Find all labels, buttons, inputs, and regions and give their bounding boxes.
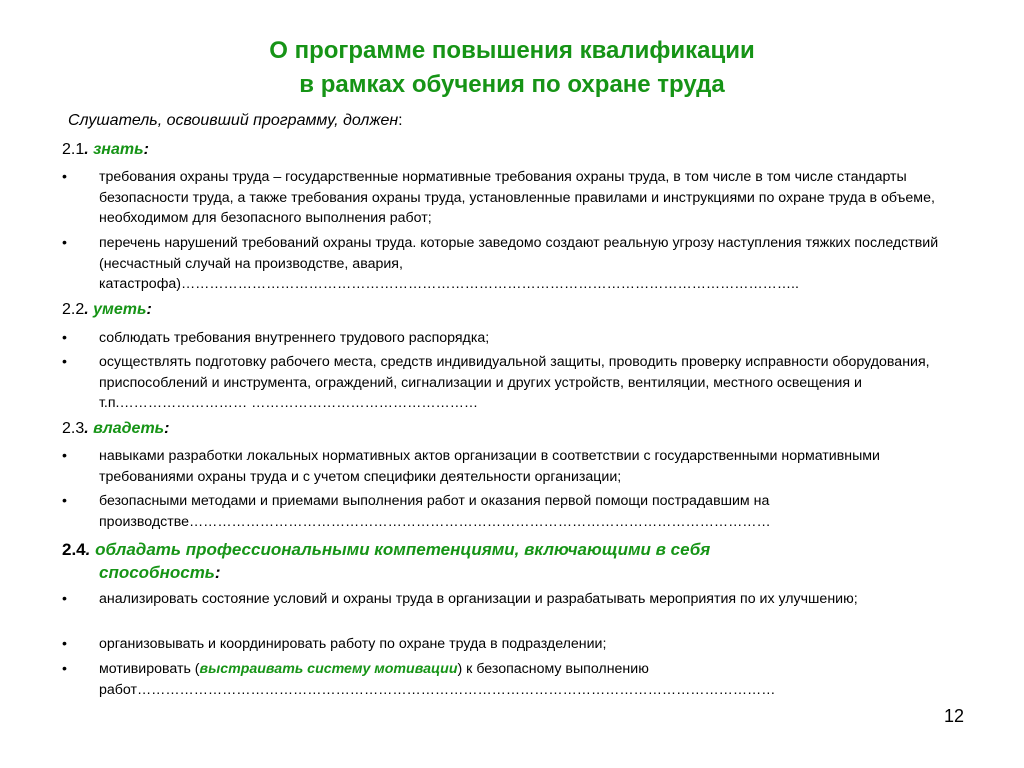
bullet-icon: •	[62, 591, 67, 607]
bullet-icon: •	[62, 448, 67, 464]
section-heading-possess: 2.4. обладать профессиональными компетенциями, включающими в себя способность:	[62, 540, 711, 582]
motivation-highlight: выстраивать систему мотивации	[199, 661, 458, 677]
keyword-possess: обладать профессиональными компетенциями, включающими в себя	[95, 540, 711, 559]
bullet-icon: •	[62, 330, 67, 346]
section-heading-master: 2.3. владеть:	[62, 420, 170, 437]
section-heading-able: 2.2. уметь:	[62, 301, 152, 318]
keyword-possess-cont: способность	[99, 563, 215, 582]
keyword-master: владеть	[93, 420, 165, 437]
bullet-icon: •	[62, 636, 67, 652]
list-item: • организовывать и координировать работу по охране труда в подразделении;	[62, 634, 954, 655]
keyword-able: уметь	[93, 301, 147, 318]
page-number: 12	[943, 706, 964, 726]
title-line-2: в рамках обучения по охране труда	[299, 71, 725, 98]
list-item: • требования охраны труда – государственные нормативные требования охраны труда, в том числе в том числе стандарты безопасности труда, а также требования охраны труда, установленные правилами и инструкциями по охране труда в объеме, необходимом для безопасного выполнения работ;	[62, 169, 935, 226]
list-item: • перечень нарушений требований охраны труда. которые заведомо создают реальную угрозу наступления тяжких последствий (несчастный случай на производстве, авария, катастрофа)…………………………………………………………………………………………………………………..	[62, 235, 939, 292]
list-item: • мотивировать (выстраивать систему мотивации) к безопасному выполнению работ………………………………………………………………………………………………………………………	[62, 661, 776, 698]
list-item: • навыками разработки локальных нормативных актов организации в соответствии с государственными нормативными требованиями охраны труда и с учетом специфики деятельности организации;	[62, 448, 880, 485]
list-item: • анализировать состояние условий и охраны труда в организации и разрабатывать мероприятия по их улучшению;	[62, 589, 954, 610]
intro-line	[68, 112, 403, 130]
bullet-icon: •	[62, 661, 67, 677]
intro-text: Слушатель, освоивший программу, должен	[68, 112, 399, 129]
title-line-1: О программе повышения квалификации	[269, 37, 755, 64]
list-item: • соблюдать требования внутреннего трудового распорядка;	[62, 328, 954, 349]
list-item: • безопасными методами и приемами выполнения работ и оказания первой помощи пострадавшим на производстве……………………………………………………………………………………………………………	[62, 493, 771, 530]
page-title	[0, 34, 1024, 102]
bullet-icon: •	[62, 354, 67, 370]
intro-colon: :	[398, 112, 403, 129]
bullet-icon: •	[62, 493, 67, 509]
bullet-icon: •	[62, 235, 67, 251]
keyword-know: знать	[93, 141, 144, 158]
list-item: • осуществлять подготовку рабочего места, средств индивидуальной защиты, проводить проверку исправности оборудования, приспособлений и инструмента, ограждений, сигнализации и других устройств, вентиляции, местного освещения и т.п.……………………… …………………………………………	[62, 354, 930, 411]
bullet-icon: •	[62, 169, 67, 185]
section-heading-know: 2.1. знать:	[62, 141, 149, 158]
